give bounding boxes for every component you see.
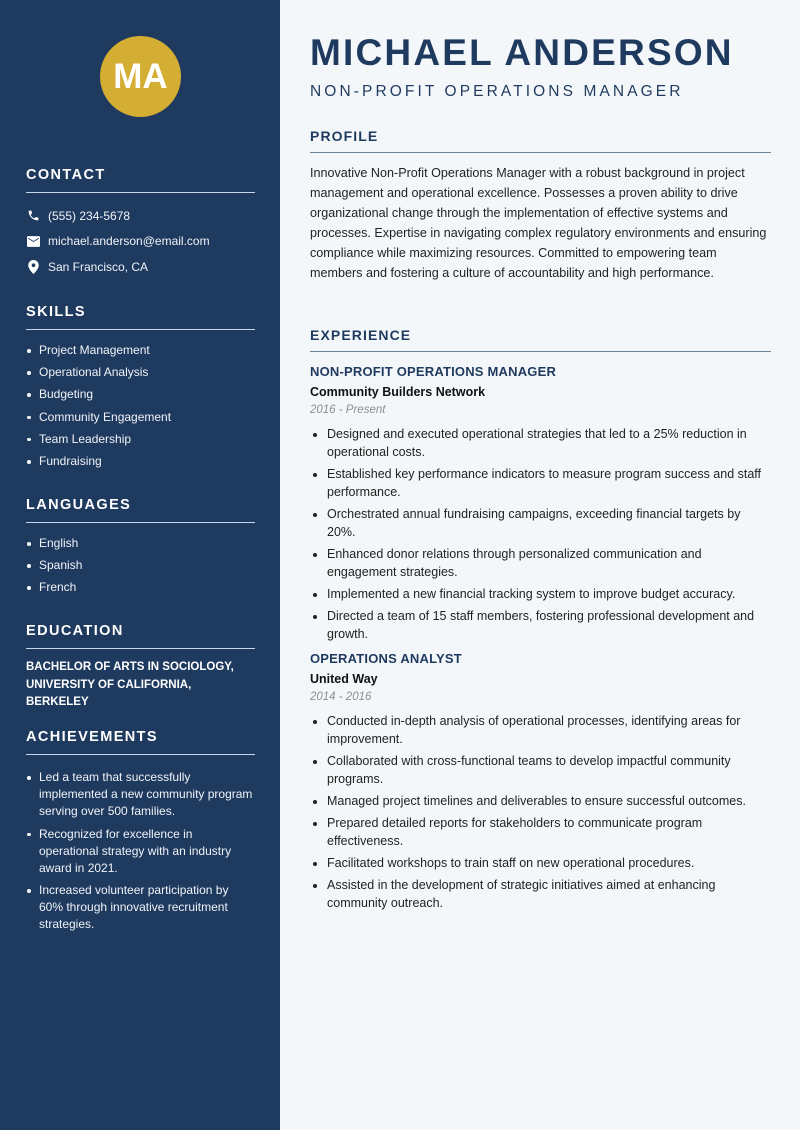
contact-phone xyxy=(26,203,255,229)
main-content xyxy=(280,0,800,1130)
job-bullets xyxy=(310,425,771,643)
skill-item: Operational Analysis xyxy=(26,361,255,383)
languages-heading: LANGUAGES xyxy=(26,497,255,523)
contact-email xyxy=(26,229,255,255)
achievement-item: Led a team that successfully implemented a new community program serving over 500 families. xyxy=(26,769,255,820)
job-bullets xyxy=(310,712,771,912)
avatar-initials: MA xyxy=(113,56,168,96)
achievement-item: Recognized for excellence in operational strategy with an industry award in 2021. xyxy=(26,826,255,877)
sidebar xyxy=(0,0,280,1130)
job-title: NON-PROFIT OPERATIONS MANAGER xyxy=(310,364,557,379)
skills-list xyxy=(26,339,255,472)
job-bullet: Facilitated workshops to train staff on new operational procedures. xyxy=(310,854,771,872)
candidate-name: MICHAEL ANDERSON xyxy=(310,32,734,73)
candidate-title: NON-PROFIT OPERATIONS MANAGER xyxy=(310,83,684,100)
profile-section xyxy=(310,128,771,283)
profile-heading: PROFILE xyxy=(310,128,771,153)
job-bullet: Collaborated with cross-functional teams to develop impactful community programs. xyxy=(310,752,771,788)
skill-item: Community Engagement xyxy=(26,406,255,428)
languages-list xyxy=(26,532,255,599)
job-company: Community Builders Network xyxy=(310,385,486,399)
contact-section xyxy=(26,167,255,280)
job-dates: 2014 - 2016 xyxy=(310,691,372,703)
phone-number[interactable]: (555) 234-5678 xyxy=(48,208,131,223)
language-item: French xyxy=(26,576,255,598)
experience-heading: EXPERIENCE xyxy=(310,327,771,352)
job-bullet: Managed project timelines and deliverables to ensure successful outcomes. xyxy=(310,792,771,810)
job-bullet: Enhanced donor relations through personalized communication and engagement strategies. xyxy=(310,545,771,581)
job-bullet: Directed a team of 15 staff members, fostering professional development and growth. xyxy=(310,607,771,643)
education-line-1: BACHELOR OF ARTS IN SOCIOLOGY, xyxy=(26,661,234,673)
skill-item: Budgeting xyxy=(26,383,255,405)
skill-item: Project Management xyxy=(26,339,255,361)
location-text: San Francisco, CA xyxy=(48,259,149,274)
job-bullet: Designed and executed operational strategies that led to a 25% reduction in operational costs. xyxy=(310,425,771,461)
email-address[interactable]: michael.anderson@email.com xyxy=(48,234,210,249)
achievement-item: Increased volunteer participation by 60% through innovative recruitment strategies. xyxy=(26,882,255,933)
languages-section xyxy=(26,497,255,599)
education-section xyxy=(26,623,255,712)
contact-list xyxy=(26,203,255,280)
achievements-heading: ACHIEVEMENTS xyxy=(26,729,255,755)
job-title: OPERATIONS ANALYST xyxy=(310,651,462,666)
job-company: United Way xyxy=(310,672,378,686)
contact-location xyxy=(26,254,255,280)
skills-heading: SKILLS xyxy=(26,304,255,330)
skill-item: Fundraising xyxy=(26,450,255,472)
skills-section xyxy=(26,304,255,472)
job-entry xyxy=(310,651,771,912)
education-heading: EDUCATION xyxy=(26,623,255,649)
job-dates: 2016 - Present xyxy=(310,404,386,416)
email-icon xyxy=(26,234,40,248)
job-bullet: Implemented a new financial tracking system to improve budget accuracy. xyxy=(310,585,771,603)
job-bullet: Conducted in-depth analysis of operational processes, identifying areas for improvement. xyxy=(310,712,771,748)
job-entry xyxy=(310,364,771,643)
phone-icon xyxy=(26,209,40,223)
job-bullet: Prepared detailed reports for stakeholders to communicate program effectiveness. xyxy=(310,814,771,850)
avatar xyxy=(100,36,181,117)
profile-summary: Innovative Non-Profit Operations Manager with a robust background in project management and operational excellence. Possesses a proven ability to drive organizational change through the implementation of effective systems and processes. Expertise in navigating complex regulatory environments and ensuring compliance while maximizing resources. Committed to empowering team members and fostering a culture of accountability and high performance. xyxy=(310,166,767,280)
skill-item: Team Leadership xyxy=(26,428,255,450)
education-degree xyxy=(26,659,255,712)
location-pin-icon xyxy=(26,260,40,274)
job-bullet: Established key performance indicators to measure program success and staff performance. xyxy=(310,465,771,501)
experience-section xyxy=(310,327,771,916)
achievements-section xyxy=(26,729,255,939)
job-bullet: Assisted in the development of strategic initiatives aimed at enhancing community outreach. xyxy=(310,876,771,912)
job-bullet: Orchestrated annual fundraising campaigns, exceeding financial targets by 20%. xyxy=(310,505,771,541)
language-item: English xyxy=(26,532,255,554)
language-item: Spanish xyxy=(26,554,255,576)
contact-heading: CONTACT xyxy=(26,167,255,193)
achievements-list xyxy=(26,769,255,933)
education-line-2: UNIVERSITY OF CALIFORNIA, BERKELEY xyxy=(26,678,192,708)
